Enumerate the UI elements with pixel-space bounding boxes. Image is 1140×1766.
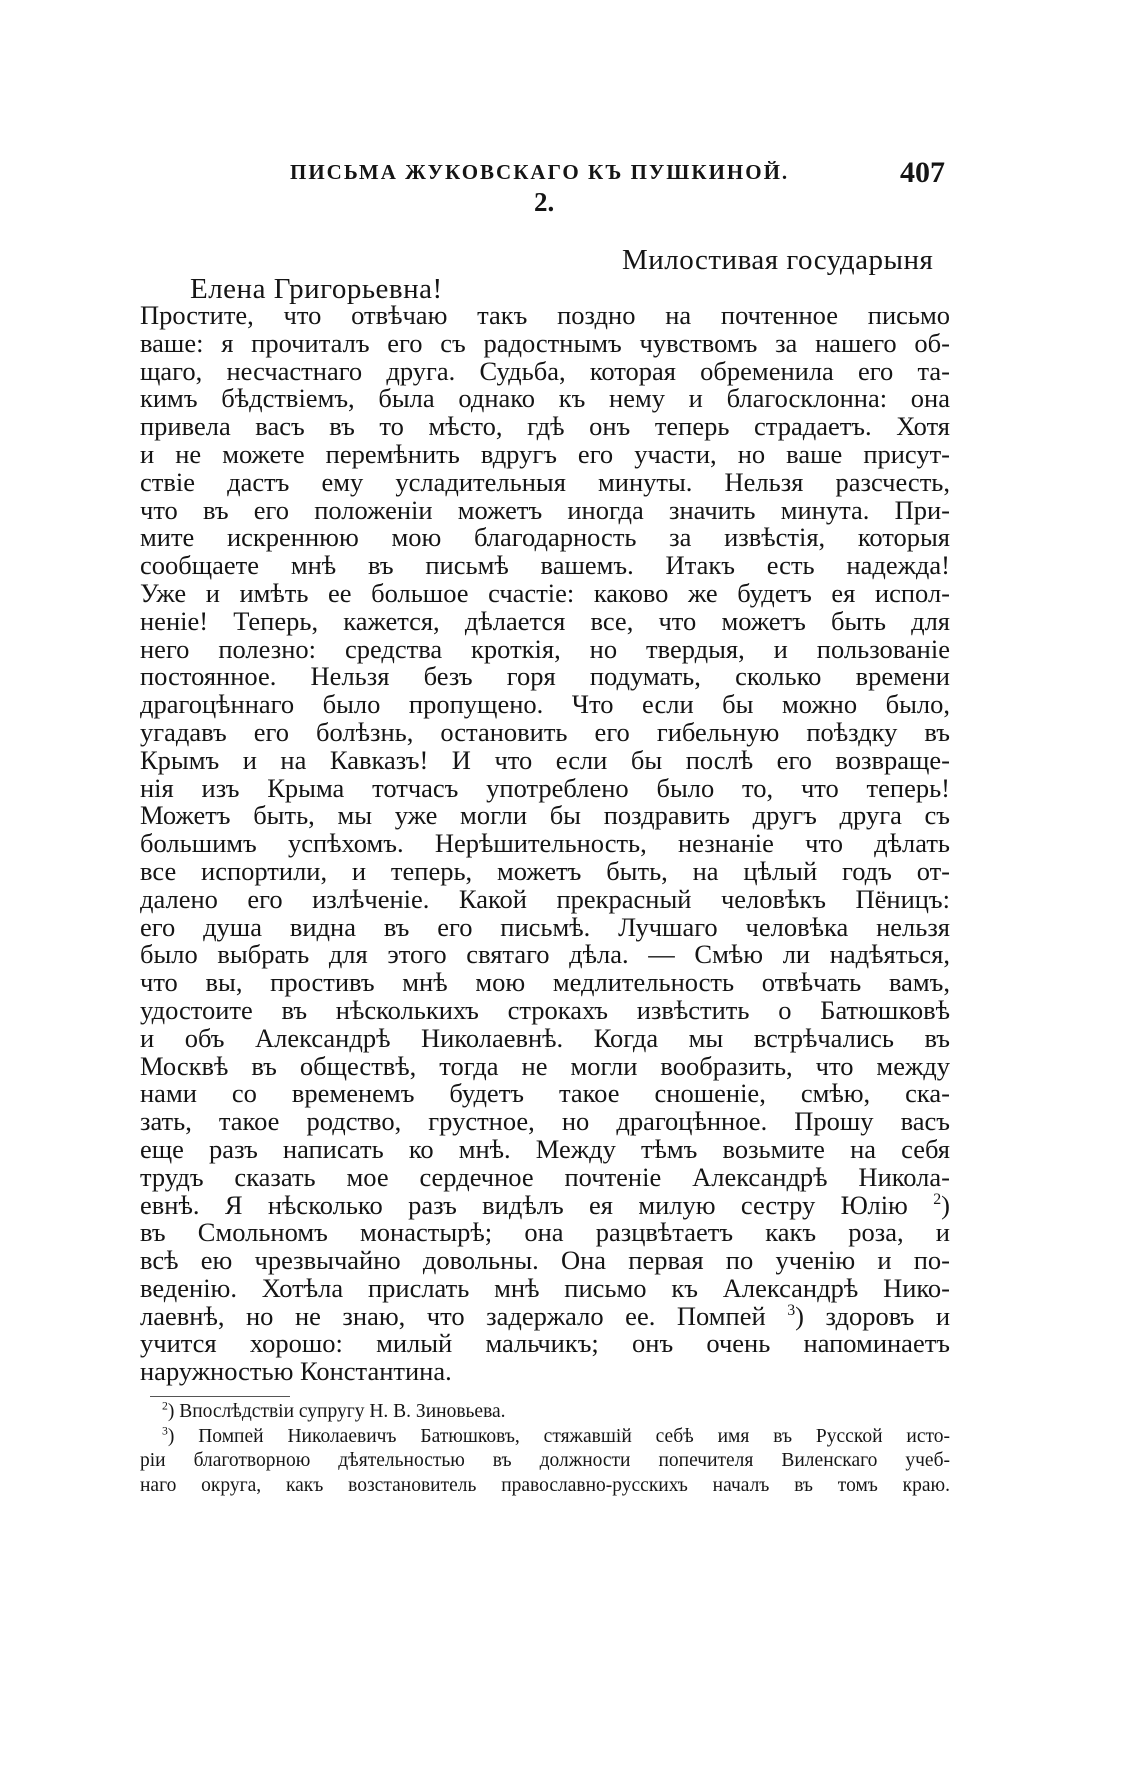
footnote-2-text: ) Впослѣдствіи супругу Н. В. Зиновьева. xyxy=(167,1401,506,1422)
body-line: нами со временемъ будетъ такое сношеніе, смѣю, ска- xyxy=(140,1078,950,1109)
body-line-tail: ) здоровъ и xyxy=(795,1300,951,1331)
footnote-3-text-1: ) Помпей Николаевичъ Батюшковъ, стяжавшій себѣ имя въ Русской исто- xyxy=(167,1425,950,1447)
letter-body xyxy=(140,302,950,1386)
body-line: неніе! Теперь, кажется, дѣлается все, что можетъ быть для xyxy=(140,605,950,636)
body-line-text: лаевнѣ, но не знаю, что задержало ее. Помпей xyxy=(140,1300,766,1331)
body-line: сообщаете мнѣ въ письмѣ вашемъ. Итакъ есть надежда! xyxy=(140,550,950,581)
body-line: нія изъ Крыма тотчасъ употреблено было то, что теперь! xyxy=(140,772,950,803)
body-line: трудъ сказать мое сердечное почтеніе Александрѣ Никола- xyxy=(140,1161,950,1192)
salutation-line-2: Елена Григорьевна! xyxy=(190,273,443,305)
body-line: Москвѣ въ обществѣ, тогда не могли вообразить, что между xyxy=(140,1050,950,1081)
body-line: учится хорошо: милый мальчикъ; онъ очень напоминаетъ xyxy=(140,1328,950,1359)
body-line: Простите, что отвѣчаю такъ поздно на почтенное письмо xyxy=(140,300,950,330)
body-line-tail: ) xyxy=(941,1189,950,1220)
footnote-divider xyxy=(150,1396,290,1397)
footnote-marker-2: 2 xyxy=(162,1399,168,1413)
footnote-ref-2: 2 xyxy=(933,1190,942,1208)
body-line-text: евнѣ. Я нѣсколько разъ видѣлъ ея милую сестру Юлію xyxy=(140,1189,908,1220)
body-line: наружностью Константина. xyxy=(140,1356,452,1387)
body-line: его душа видна въ его письмѣ. Лучшаго человѣка нельзя xyxy=(140,911,950,942)
body-line: кимъ бѣдствіемъ, была однако къ нему и благосклонна: она xyxy=(140,383,950,414)
body-line: щаго, несчастнаго друга. Судьба, которая обременила его та- xyxy=(140,355,950,386)
body-line: угадавъ его болѣзнь, остановить его гибельную поѣздку въ xyxy=(140,716,950,747)
footnote-marker-3: 3 xyxy=(162,1424,168,1437)
body-line: зать, такое родство, грустное, но драгоцѣнное. Прошу васъ xyxy=(140,1106,950,1137)
body-line: еще разъ написать ко мнѣ. Между тѣмъ возьмите на себя xyxy=(140,1133,950,1164)
body-line: что въ его положеніи можетъ иногда значить минута. При- xyxy=(140,494,950,525)
body-line: Можетъ быть, мы уже могли бы поздравить другъ друга съ xyxy=(140,800,950,831)
body-line: было выбрать для этого святаго дѣла. — Смѣю ли надѣяться, xyxy=(140,939,950,970)
body-line: ствіе дастъ ему усладительныя минуты. Нельзя разсчесть, xyxy=(140,466,950,497)
body-line: него полезно: средства кроткія, но твердыя, и пользованіе xyxy=(140,633,950,664)
body-line: мите искреннюю мою благодарность за извѣстія, которыя xyxy=(140,522,950,553)
body-line: постоянное. Нельзя безъ горя подумать, сколько времени xyxy=(140,661,950,692)
footnote-ref-3: 3 xyxy=(787,1301,796,1319)
body-line: въ Смольномъ монастырѣ; она разцвѣтаетъ какъ роза, и xyxy=(140,1217,950,1248)
body-line: все испортили, и теперь, можетъ быть, на цѣлый годъ от- xyxy=(140,855,950,886)
body-line: веденію. Хотѣла прислать мнѣ письмо къ Александрѣ Нико- xyxy=(140,1272,950,1303)
body-line-with-footnote-2 xyxy=(140,1189,950,1220)
footnotes xyxy=(140,1400,950,1498)
body-line: удостоите въ нѣсколькихъ строкахъ извѣстить о Батюшковѣ xyxy=(140,994,950,1025)
body-line-with-footnote-3 xyxy=(140,1300,951,1331)
body-line: всѣ ею чрезвычайно довольны. Она первая по ученію и по- xyxy=(140,1245,950,1276)
footnote-3-line-3: наго округа, какъ возстановитель православно-русскихъ началъ въ томъ краю. xyxy=(140,1474,950,1496)
body-line: Уже и имѣть ее большое счастіе: каково же будетъ ея испол- xyxy=(140,577,950,608)
letter-number: 2. xyxy=(534,187,555,217)
salutation-line-1: Милостивая государыня xyxy=(622,244,934,276)
body-line: большимъ успѣхомъ. Нерѣшительность, незнаніе что дѣлать xyxy=(140,828,950,859)
body-line: и не можете перемѣнить вдругъ его участи, но ваше присут- xyxy=(140,438,950,469)
footnote-3-line-1 xyxy=(140,1425,950,1450)
footnote-2 xyxy=(140,1400,950,1425)
body-line: привела васъ въ то мѣсто, гдѣ онъ теперь страдаетъ. Хотя xyxy=(140,411,950,442)
footnote-3-line-2: ріи благотворною дѣятельностью въ должности попечителя Виленскаго учеб- xyxy=(140,1450,950,1471)
body-line: далено его излѣченіе. Какой прекрасный человѣкъ Пёницъ: xyxy=(140,883,950,914)
body-line: ваше: я прочиталъ его съ радостнымъ чувствомъ за нашего об- xyxy=(140,327,950,358)
body-line: что вы, простивъ мнѣ мою медлительность отвѣчать вамъ, xyxy=(140,967,950,998)
body-line: и объ Александрѣ Николаевнѣ. Когда мы встрѣчались въ xyxy=(140,1022,950,1053)
page-number: 407 xyxy=(900,156,945,189)
body-line: Крымъ и на Кавказъ! И что если бы послѣ его возвраще- xyxy=(140,744,950,775)
running-title: ПИСЬМА ЖУКОВСКАГО КЪ ПУШКИНОЙ. xyxy=(290,160,790,184)
body-line: драгоцѣннаго было пропущено. Что если бы можно было, xyxy=(140,689,950,720)
